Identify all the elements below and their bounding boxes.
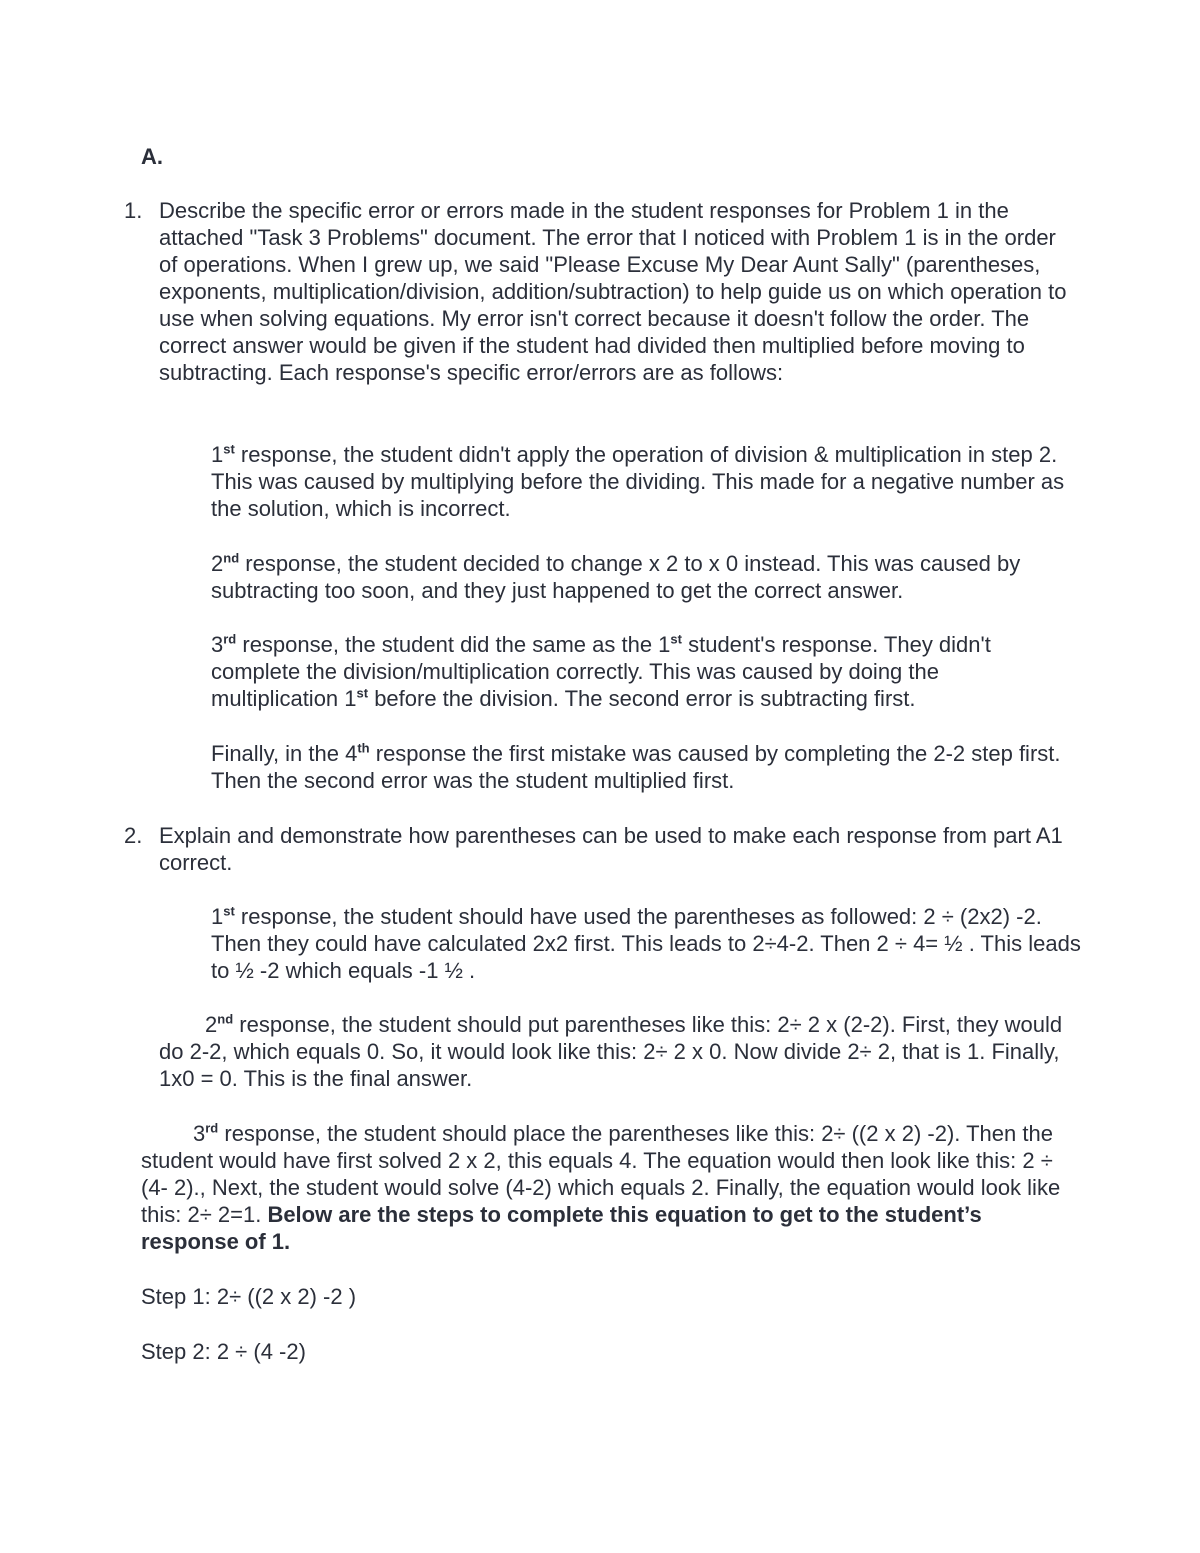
question-2-text: Explain and demonstrate how parentheses can be used to make each response from part A1 correct. (159, 823, 1063, 875)
q1-response-1 (211, 441, 1066, 522)
section-heading: A. (141, 144, 163, 169)
q2-r3-ordinal: 3 (193, 1121, 206, 1146)
q2-r1-suffix: st (223, 903, 235, 919)
q2-r3-suffix: rd (205, 1120, 219, 1136)
q1-r1-suffix: st (223, 441, 235, 457)
q1-r3-suffix-b: st (356, 685, 369, 701)
q1-r2-ordinal: 2 (211, 551, 224, 576)
q1-r3-text-c: before the division. The second error is subtracting first. (368, 686, 916, 711)
q1-r3-ordinal: 3 (211, 632, 224, 657)
q2-response-3 (141, 1120, 1061, 1255)
question-2-number: 2. (124, 823, 143, 848)
q1-r2-text: response, the student decided to change x 2 to x 0 instead. This was caused by subtracting too soon, and they just happened to get the correct answer. (211, 551, 1021, 603)
q2-r3-bold-text: Below are the steps to complete this equation to get to the student’s response of 1. (141, 1202, 982, 1254)
step-1: Step 1: 2÷ ((2 x 2) -2 ) (141, 1284, 357, 1309)
q1-r4-suffix: th (357, 740, 370, 756)
q1-r1-ordinal: 1 (211, 442, 224, 467)
q1-r3-text-b: student's response. They didn't complete the division/multiplication correctly. This was caused by doing the multiplication 1 (211, 632, 991, 711)
q1-response-2 (211, 550, 1066, 604)
q2-r2-suffix: nd (217, 1011, 234, 1027)
step-2: Step 2: 2 ÷ (4 -2) (141, 1339, 306, 1364)
q1-r3-suffix-a: st (670, 631, 682, 647)
q1-r3-suffix: rd (223, 631, 237, 647)
question-1-text: Describe the specific error or errors made in the student responses for Problem 1 in the attached "Task 3 Problems" document. The error that I noticed with Problem 1 is in the order of operations. When I grew up, we said "Please Excuse My Dear Aunt Sally" (parentheses, exponents, multiplication/division, addition/subtraction) to help guide us on which operation to use when solving equations. My error isn't correct because it doesn't follow the order. The correct answer would be given if the student had divided then multiplied before moving to subtracting. Each response's specific error/errors are as follows: (159, 198, 1067, 385)
q1-r2-suffix: nd (223, 550, 240, 566)
q2-r1-ordinal: 1 (211, 904, 224, 929)
question-1-number: 1. (124, 198, 143, 223)
q1-response-4 (211, 740, 1066, 794)
q1-r3-text-a: response, the student did the same as the 1 (236, 632, 671, 657)
q2-r1-text: response, the student should have used the parentheses as followed: 2 ÷ (2x2) -2. Then they could have calculated 2x2 first. This leads to 2÷4-2. Then 2 ÷ 4= ½ . This leads to ½ -2 which equals -1 ½ . (211, 904, 1081, 983)
q2-r2-text: response, the student should put parentheses like this: 2÷ 2 x (2-2). First, they would do 2-2, which equals 0. So, it would look like this: 2÷ 2 x 0. Now divide 2÷ 2, that is 1. Finally, 1x0 = 0. This is the final answer. (159, 1012, 1063, 1091)
q2-response-1 (211, 903, 1086, 984)
q1-r1-text: response, the student didn't apply the operation of division & multiplication in step 2. This was caused by multiplying before the dividing. This made for a negative number as the solution, which is incorrect. (211, 442, 1065, 521)
q1-r4-text-a: Finally, in the 4 (211, 741, 358, 766)
q1-r4-text-b: response the first mistake was caused by completing the 2-2 step first. Then the second error was the student multiplied first. (211, 741, 1061, 793)
q2-r2-ordinal: 2 (205, 1012, 218, 1037)
q2-r3-text: response, the student should place the parentheses like this: 2÷ ((2 x 2) -2). Then the student would have first solved 2 x 2, this equals 4. The equation would then look like this: 2 ÷ (4- 2)., Next, the student would solve (4-2) which equals 2. Finally, the equation would look like this: 2÷ 2=1. (141, 1121, 1061, 1227)
q2-response-2 (159, 1011, 1074, 1092)
q1-response-3 (211, 631, 1066, 712)
